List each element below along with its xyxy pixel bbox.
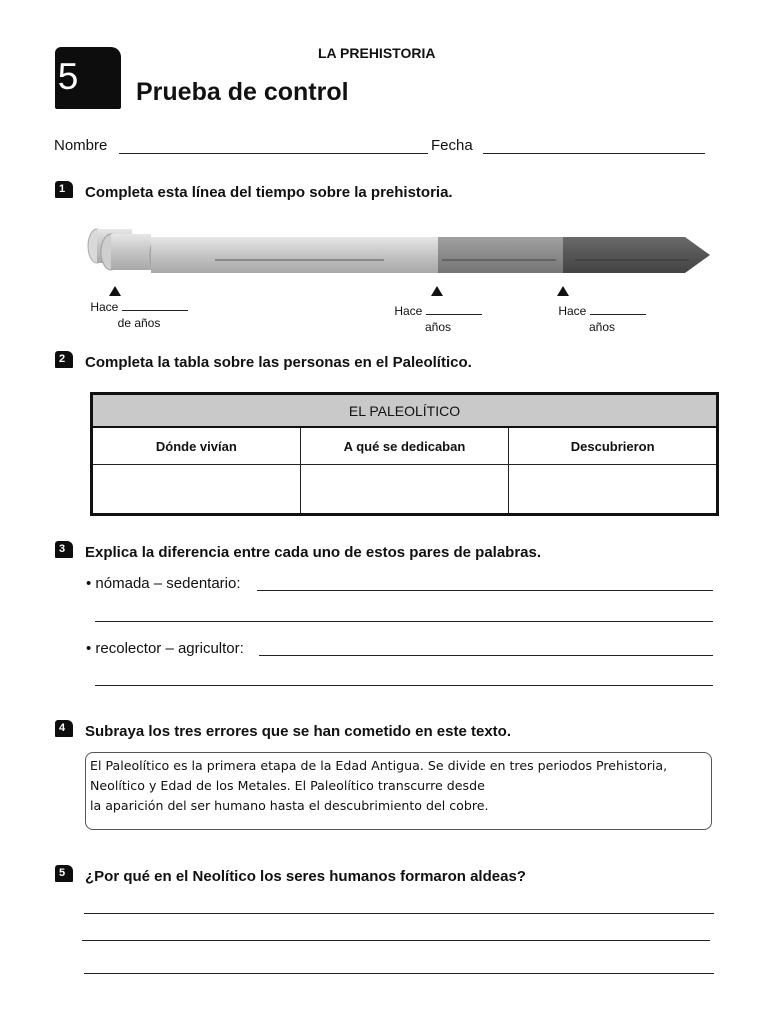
timeline-marker-icon: [108, 285, 122, 297]
pair-label: • recolector – agricultor:: [86, 640, 244, 657]
column-header: Dónde vivían: [92, 427, 301, 465]
name-field[interactable]: [119, 153, 428, 154]
timeline-marker-icon: [556, 285, 570, 297]
answer-line[interactable]: [259, 655, 713, 656]
question-number: 5: [55, 865, 73, 882]
question-number: 3: [55, 541, 73, 558]
unit-number: 5: [57, 56, 79, 97]
paleolithic-table: [90, 392, 719, 516]
timeline-segment-2: [438, 237, 563, 273]
text-line: Neolítico y Edad de los Metales. El Paleolítico transcurre desde: [90, 778, 485, 793]
answer-line[interactable]: [82, 940, 710, 941]
timeline-segment-3: [563, 237, 710, 273]
table-cell[interactable]: [92, 465, 301, 515]
error-text-box[interactable]: [85, 752, 712, 830]
timeline-marker-blank[interactable]: [590, 314, 646, 315]
question-number: 4: [55, 720, 73, 737]
date-label: Fecha: [431, 137, 473, 154]
table-cell[interactable]: [509, 465, 718, 515]
table-cell[interactable]: [300, 465, 509, 515]
answer-line[interactable]: [95, 685, 713, 686]
timeline-marker-blank[interactable]: [426, 314, 482, 315]
date-field[interactable]: [483, 153, 705, 154]
timeline-marker-icon: [430, 285, 444, 297]
column-header: Descubrieron: [509, 427, 718, 465]
question-text: Explica la diferencia entre cada uno de estos pares de palabras.: [85, 544, 542, 561]
unit-title: LA PREHISTORIA: [318, 45, 436, 61]
answer-line[interactable]: [257, 590, 713, 591]
question-text: Subraya los tres errores que se han cometido en este texto.: [85, 723, 511, 740]
question-number: 2: [55, 351, 73, 368]
answer-line[interactable]: [95, 621, 713, 622]
timeline-marker-label: Hace años: [554, 303, 650, 335]
answer-line[interactable]: [84, 973, 714, 974]
table-title: EL PALEOLÍTICO: [92, 394, 718, 428]
name-label: Nombre: [54, 137, 108, 154]
timeline-graphic: [85, 224, 715, 280]
timeline-marker-label: Hace de años: [86, 299, 192, 331]
page-title: Prueba de control: [136, 78, 349, 106]
question-number: 1: [55, 181, 73, 198]
timeline-marker-label: Hace años: [390, 303, 486, 335]
timeline-segment-1: [151, 237, 438, 273]
pair-label: • nómada – sedentario:: [86, 575, 241, 592]
question-text: Completa la tabla sobre las personas en el Paleolítico.: [85, 354, 472, 371]
text-line: la aparición del ser humano hasta el descubrimiento del cobre.: [90, 798, 489, 813]
answer-line[interactable]: [84, 913, 714, 914]
timeline-marker-blank[interactable]: [122, 310, 188, 311]
question-text: ¿Por qué en el Neolítico los seres humanos formaron aldeas?: [85, 868, 526, 885]
column-header: A qué se dedicaban: [300, 427, 509, 465]
question-text: Completa esta línea del tiempo sobre la prehistoria.: [85, 184, 453, 201]
text-line: El Paleolítico es la primera etapa de la Edad Antigua. Se divide en tres periodos Prehistoria,: [90, 758, 668, 773]
